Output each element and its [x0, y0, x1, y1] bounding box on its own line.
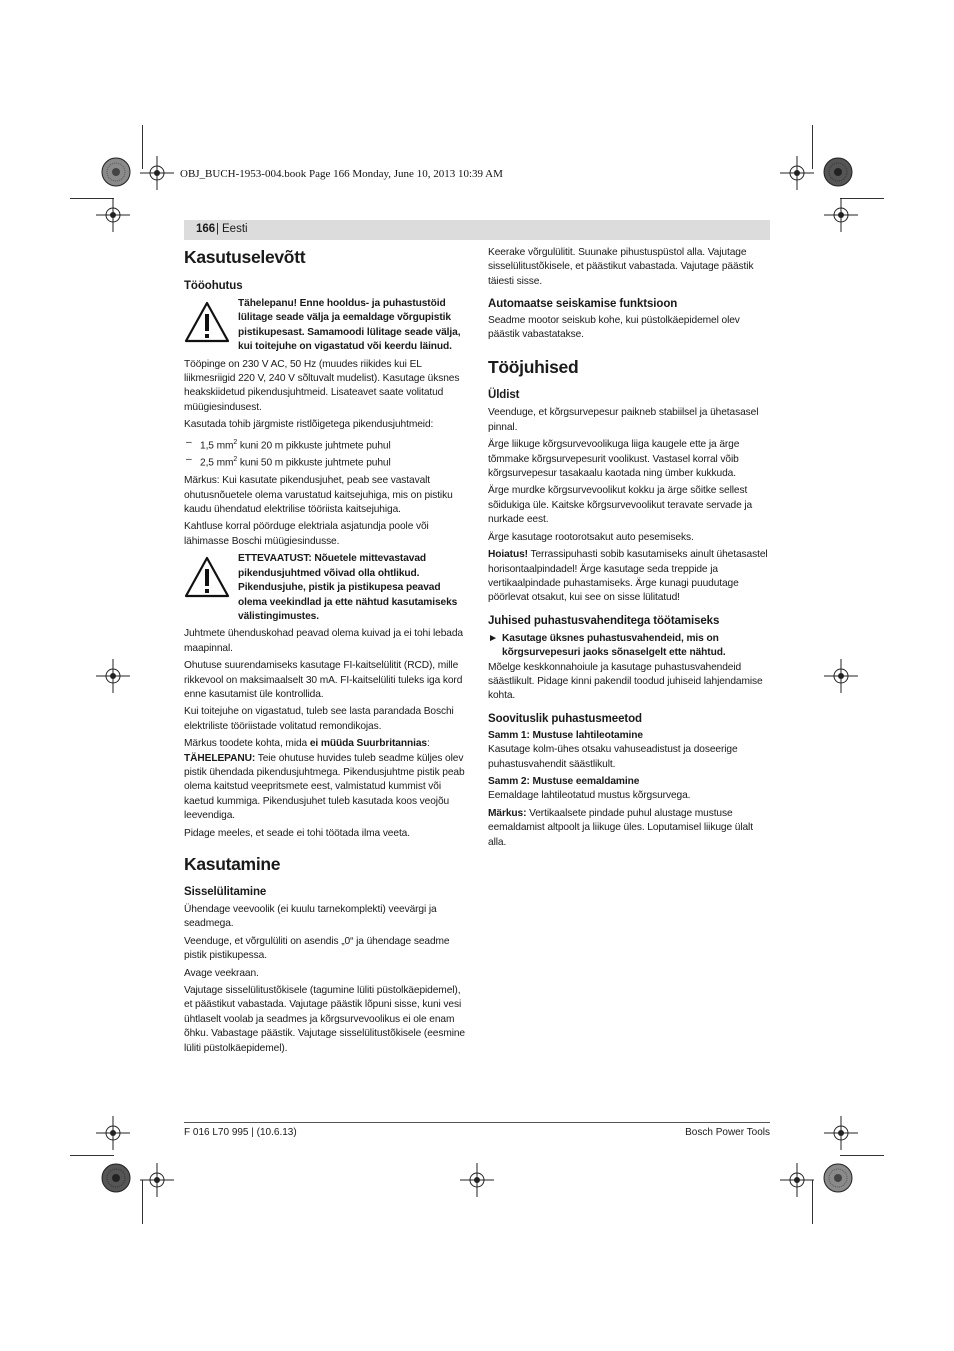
arrow-bullet-icon: ►: [488, 632, 498, 644]
paragraph: Eemaldage lahtileotatud mustus kõrgsurvega.: [488, 790, 691, 802]
paragraph: Ärge kasutage rootorotsakut auto pesemiseks.: [488, 531, 694, 543]
footer-doc-code: F 016 L70 995 | (10.6.13): [184, 1127, 297, 1138]
registration-mark-icon: [824, 198, 858, 232]
paragraph: Juhtmete ühenduskohad peavad olema kuivad ja ei tohi lebada maapinnal.: [184, 628, 463, 654]
page-number: 166: [196, 223, 216, 235]
color-wheel-icon: [823, 1163, 853, 1193]
page-header: [184, 220, 770, 240]
heading-toohutus: Tööohutus: [184, 280, 243, 292]
paragraph: Vajutage sisselülitustõkisele (tagumine lüliti püstolkäepidemel), et päästikut vabastada. Vajutage päästik lõpuni sisse, kuni vesi ühtlaselt voolab ja seadmes ja kõrgsurvevoolikus ei ole enam õhku. Vabastage päästik. Vajutage sisselülitustõkisele (eesmine lüliti püstolkäepidemel).: [184, 985, 465, 1054]
paragraph: Seadme mootor seiskub kohe, kui püstolkäepidemel olev päästik vabastatakse.: [488, 314, 740, 341]
print-info: OBJ_BUCH-1953-004.book Page 166 Monday, June 10, 2013 10:39 AM: [180, 168, 503, 180]
paragraph: Kasutada tohib järgmiste ristlõigetega pikendusjuhtmeid:: [184, 419, 434, 431]
paragraph: Tööpinge on 230 V AC, 50 Hz (muudes riikides kui EL liikmesriigid 220 V, 240 V sõltuvalt mudelist). Kasutage üksnes heakskiidetud pikendusjuhtmeid. Lisateavet saate volitatud müügiesindusest.: [184, 358, 460, 413]
paragraph: Märkus: Vertikaalsete pindade puhul alustage mustuse eemaldamist altpoolt ja liikuge üles. Loputamisel liikuge ülalt alla.: [488, 807, 753, 848]
paragraph: Ärge liikuge kõrgsurvevoolikuga liiga kaugele ette ja ärge tõmmake kõrgsurvepesurit voolikust. Vastasel korral võib kõrgsurvepesur tasakaalu kaotada ning ümber kukkuda.: [488, 439, 740, 480]
registration-mark-icon: [140, 156, 174, 190]
footer-divider: [184, 1122, 770, 1123]
warning-triangle-icon: [184, 301, 230, 343]
heading-toojuhised: Tööjuhised: [488, 357, 579, 378]
footer-brand: Bosch Power Tools: [685, 1127, 770, 1138]
header-language: Eesti: [222, 223, 248, 235]
paragraph: Kahtluse korral pöörduge elektriala asjatundja poole või lähimasse Boschi müügiesindusse.: [184, 521, 429, 547]
left-column: [184, 246, 466, 1059]
list-item: – 1,5 $mm^2$ kuni 20 m pikkuste juhtmete puhul: [186, 436, 391, 452]
instruction-item: ► Kasutage üksnes puhastusvahendeid, mis on kõrgsurvepesuri jaoks sõnaselgelt ette nähtud.: [488, 632, 770, 661]
registration-mark-icon: [824, 659, 858, 693]
paragraph: Kui toitejuhe on vigastatud, tuleb see lasta parandada Boschi elektriliste tööriistade volitatud remondikojas.: [184, 706, 454, 732]
paragraph: Märkus toodete kohta, mida ei müüda Suurbritannias:: [184, 738, 430, 750]
paragraph: Avage veekraan.: [184, 967, 259, 979]
heading-uldist: Üldist: [488, 389, 520, 402]
list-item: – 2,5 $mm^2$ kuni 50 m pikkuste juhtmete puhul: [186, 454, 391, 469]
caution-text: ETTEVAATUST: Nõuetele mittevastavad pikendusjuhtmed võivad olla ohtlikud. Pikendusjuhe, pistik ja pistikupesa peavad olema veekindlad ja ette nähtud kasutamiseks välistingimustes.: [238, 553, 458, 622]
paragraph: Ühendage veevoolik (ei kuulu tarnekomplekti) veevärgi ja seadmega.: [184, 904, 437, 930]
paragraph: Pidage meeles, et seade ei tohi töötada ilma veeta.: [184, 827, 410, 839]
registration-mark-icon: [460, 1163, 494, 1197]
heading-automaatse-seiskamise: Automaatse seiskamise funktsioon: [488, 298, 678, 311]
registration-mark-icon: [96, 659, 130, 693]
paragraph: Veenduge, et kõrgsurvepesur paikneb stabiilsel ja ühetasasel pinnal.: [488, 407, 759, 433]
step-1-title: Samm 1: Mustuse lahtileotamine: [488, 729, 643, 741]
color-wheel-icon: [101, 1163, 131, 1193]
heading-kasutuselevott: Kasutuselevõtt: [184, 247, 306, 267]
paragraph: Märkus: Kui kasutate pikendusjuhet, peab see vastavalt ohutusnõuetele olema varustatud kaitsejuhiga, mis on pistiku kaudu ühendatud elektrilise tööriista kaitsejuhiga.: [184, 475, 453, 516]
paragraph: Mõelge keskkonnahoiule ja kasutage puhastusvahendeid säästlikult. Pidage kinni pakendil toodud juhiseid lahjendamise kohta.: [488, 661, 763, 702]
paragraph: Keerake võrgulülitit. Suunake pihustuspüstol alla. Vajutage sisselülitustõkisele, et päästikut vabastada. Vajutage päästik täiesti sisse.: [488, 247, 754, 287]
heading-juhised-puhastusvahenditega: Juhised puhastusvahenditega töötamiseks: [488, 614, 720, 627]
registration-mark-icon: [96, 198, 130, 232]
paragraph: Kasutage kolm-ühes otsaku vahuseadistust ja doseerige puhastusvahendit säästlikult.: [488, 744, 738, 770]
registration-mark-icon: [824, 1116, 858, 1150]
color-wheel-icon: [823, 157, 853, 187]
warning-triangle-icon: [184, 556, 230, 598]
color-wheel-icon: [101, 157, 131, 187]
heading-soovituslik: Soovituslik puhastusmeetod: [488, 712, 642, 725]
step-2-title: Samm 2: Mustuse eemaldamine: [488, 775, 640, 787]
right-column: [488, 246, 770, 853]
heading-sisselulitamine: Sisselülitamine: [184, 886, 267, 898]
warning-block: [184, 297, 466, 355]
caution-block: [184, 552, 466, 624]
paragraph: Ärge murdke kõrgsurvevoolikut kokku ja ärge sõitke sellest sõidukiga üle. Kaitske kõrgsurvevoolikut teravate servade ja nurkade eest.: [488, 485, 753, 526]
registration-mark-icon: [140, 1163, 174, 1197]
paragraph: Veenduge, et võrgulüliti on asendis „0“ ja ühendage seadme pistik pistikupessa.: [184, 935, 450, 962]
paragraph: Ohutuse suurendamiseks kasutage FI-kaitselülitit (RCD), mille rikkevool on maksimaalselt 30 mA. FI-kaitselüliti tuleks iga kord enne kasutamist üle kontrollida.: [184, 660, 463, 700]
registration-mark-icon: [96, 1116, 130, 1150]
warning-text: Tähelepanu! Enne hooldus- ja puhastustöid lülitage seade välja ja eemaldage võrgupistik pistikupesast. Samamoodi lülitage seade välja, kui toitejuhe on vigastatud või keerdu läinud.: [238, 298, 461, 353]
registration-mark-icon: [780, 156, 814, 190]
header-separator: |: [216, 223, 219, 235]
registration-mark-icon: [780, 1163, 814, 1197]
heading-kasutamine: Kasutamine: [184, 854, 281, 874]
paragraph: Hoiatus! Terrassipuhasti sobib kasutamiseks ainult ühetasastel horisontaalpindadel! Ärge kasutage seda treppide ja vertikaalpindade puhastamiseks. Ärge kunagi puudutage pöörlevat otsakut, kui see on sisse lülitatud!: [488, 549, 768, 604]
paragraph: TÄHELEPANU: Teie ohutuse huvides tuleb seadme küljes olev pistik ühendada pikendusjuhtmega. Pikendusjuhtme pistik peab olema kaitstud veepritsmete eest, valmistatud kummist või kaetud kummiga. Pikendusjuhet tuleb kasutada koos veojõu leevendiga.: [184, 752, 465, 822]
